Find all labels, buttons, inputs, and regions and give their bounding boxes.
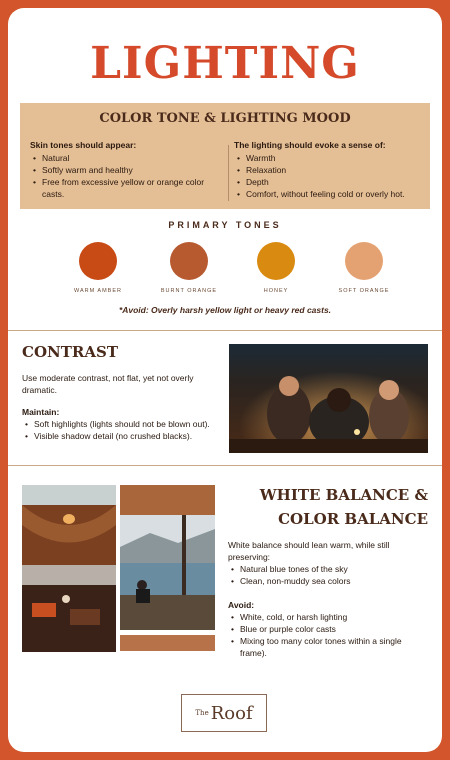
contrast-heading: CONTRAST [22, 343, 118, 361]
swatch-warm-amber [79, 242, 117, 280]
white-balance-heading-line1: WHITE BALANCE & [259, 486, 428, 504]
the-roof-logo [181, 694, 267, 732]
avoid-item: • Mixing too many color tones within a single frame). [228, 635, 428, 659]
logo-roof: Roof [210, 702, 253, 724]
maintain-item: • Soft highlights (lights should not be blown out). [22, 418, 222, 430]
contrast-photo [229, 344, 428, 453]
section-divider [8, 465, 442, 466]
maintain-heading: Maintain: [22, 407, 60, 417]
lighting-sense-item: • Warmth [234, 152, 426, 164]
lighting-sense-item: • Comfort, without feeling cold or overly hot. [234, 188, 426, 200]
logo-the: The [195, 709, 209, 717]
avoid-item: • White, cold, or harsh lighting [228, 611, 428, 623]
contrast-intro: Use moderate contrast, not flat, yet not overly dramatic. [22, 373, 194, 395]
lighting-sense-column [234, 139, 426, 200]
page-title: LIGHTING [90, 38, 360, 89]
avoid-item: • Blue or purple color casts [228, 623, 428, 635]
white-balance-heading [260, 486, 428, 528]
skin-tone-item: • Free from excessive yellow or orange color casts. [30, 176, 222, 200]
swatch-honey [257, 242, 295, 280]
preserve-item: • Natural blue tones of the sky [228, 563, 428, 575]
maintain-item: • Visible shadow detail (no crushed blacks). [22, 430, 222, 442]
swatch-label: SOFT ORANGE [338, 288, 390, 294]
skin-tone-item: • Softly warm and healthy [30, 164, 222, 176]
swatch-label: WARM AMBER [74, 288, 122, 294]
seaside-photo [120, 485, 215, 655]
white-balance-heading-line2: COLOR BALANCE [278, 510, 428, 528]
skin-tone-item: • Natural [30, 152, 222, 164]
contrast-body [22, 372, 222, 442]
avoid-heading: Avoid: [228, 600, 255, 610]
color-tone-heading: COLOR TONE & LIGHTING MOOD [99, 111, 351, 126]
swatch-label: BURNT ORANGE [160, 288, 218, 294]
lighting-card [8, 8, 442, 752]
white-balance-body [228, 539, 428, 659]
primary-tones-label: PRIMARY TONES [168, 220, 282, 230]
section-divider [8, 330, 442, 331]
swatch-label: HONEY [263, 288, 289, 294]
avoid-note: *Avoid: Overly harsh yellow light or heavy red casts. [118, 305, 332, 315]
swatch-burnt-orange [170, 242, 208, 280]
preserve-item: • Clean, non-muddy sea colors [228, 575, 428, 587]
color-tone-panel [20, 103, 430, 209]
interior-photo [22, 485, 116, 652]
lighting-sense-item: • Relaxation [234, 164, 426, 176]
lighting-sense-item: • Depth [234, 176, 426, 188]
panel-divider [228, 145, 229, 201]
swatch-soft-orange [345, 242, 383, 280]
skin-tones-column [30, 139, 222, 200]
skin-tones-heading: Skin tones should appear: [30, 140, 137, 150]
lighting-sense-heading: The lighting should evoke a sense of: [234, 140, 386, 150]
white-balance-intro: White balance should lean warm, while still preserving: [228, 540, 390, 562]
